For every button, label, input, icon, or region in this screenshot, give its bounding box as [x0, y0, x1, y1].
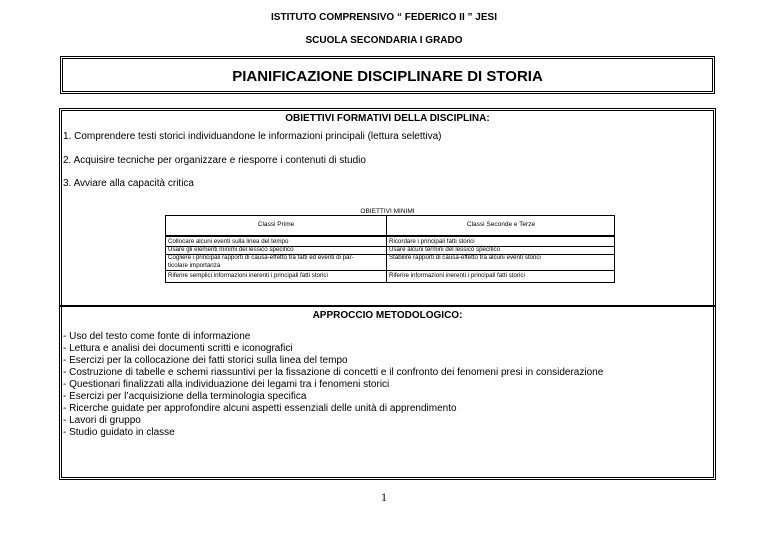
- list-item: - Questionari finalizzati alla individuazione dei legami tra i fenomeni storici: [63, 379, 390, 390]
- list-item: - Lettura e analisi dei documenti scritti e iconografici: [63, 343, 293, 354]
- objective-item: 1. Comprendere testi storici individuandone le informazioni principali (lettura selettiva): [63, 131, 442, 142]
- page-number: 1: [381, 490, 387, 504]
- table-cell: Riferire informazioni inerenti i principali fatti storici: [389, 272, 525, 279]
- methodology-list: [63, 331, 603, 439]
- table-cell: Usare alcuni termini del lessico specifico: [389, 246, 501, 253]
- list-item: - Esercizi per la collocazione dei fatti storici sulla linea del tempo: [63, 355, 348, 366]
- objective-item: 2. Acquisire tecniche per organizzare e riesporre i contenuti di studio: [63, 155, 366, 166]
- list-item: - Lavori di gruppo: [63, 415, 141, 426]
- page-title: PIANIFICAZIONE DISCIPLINARE DI STORIA: [232, 68, 543, 85]
- table-header-divider: [166, 235, 614, 237]
- table-cell: Stabilire rapporti di causa-effetto tra alcuni eventi storici: [389, 254, 541, 261]
- section-divider: [60, 305, 715, 307]
- table-row-divider: [166, 270, 386, 271]
- school-name: ISTITUTO COMPRENSIVO “ FEDERICO II ” JESI: [271, 12, 497, 23]
- minimum-objectives-caption: OBIETTIVI MINIMI: [360, 208, 415, 215]
- table-cell: Cogliere i principali rapporti di causa-effetto tra fatti ed eventi di par-: [168, 254, 354, 261]
- objective-item: 3. Avviare alla capacità critica: [63, 178, 194, 189]
- list-item: - Esercizi per l’acquisizione della terminologia specifica: [63, 391, 307, 402]
- title-box: [60, 56, 715, 94]
- list-item: - Costruzione di tabelle e schemi riassuntivi per la fissazione di concetti e il confronto dei fenomeni presi in considerazione: [63, 367, 604, 378]
- methodology-title: APPROCCIO METODOLOGICO:: [312, 310, 463, 321]
- list-item: - Uso del testo come fonte di informazione: [63, 331, 251, 342]
- table-cell: ticolare importanza: [168, 262, 221, 269]
- objectives-title: OBIETTIVI FORMATIVI DELLA DISCIPLINA:: [285, 113, 490, 124]
- table-cell: Usare gli elementi minimi del lessico specifico: [168, 246, 294, 253]
- column-header-first-classes: Classi Prime: [257, 221, 295, 228]
- table-cell: Riferire semplici informazioni inerenti i principali fatti storici: [168, 272, 328, 279]
- table-row-divider: [387, 270, 614, 271]
- school-grade: SCUOLA SECONDARIA I GRADO: [305, 35, 463, 46]
- list-item: - Ricerche guidate per approfondire alcuni aspetti essenziali delle unità di apprendimento: [63, 403, 457, 414]
- table-cell: Collocare alcuni eventi sulla linea del tempo: [168, 238, 289, 245]
- column-header-second-third-classes: Classi Seconde e Terze: [466, 221, 536, 228]
- list-item: - Studio guidato in classe: [63, 427, 175, 438]
- minimum-objectives-table: [165, 215, 615, 283]
- main-content-box: [59, 108, 716, 480]
- table-cell: Ricordare i principali fatti storici: [389, 238, 475, 245]
